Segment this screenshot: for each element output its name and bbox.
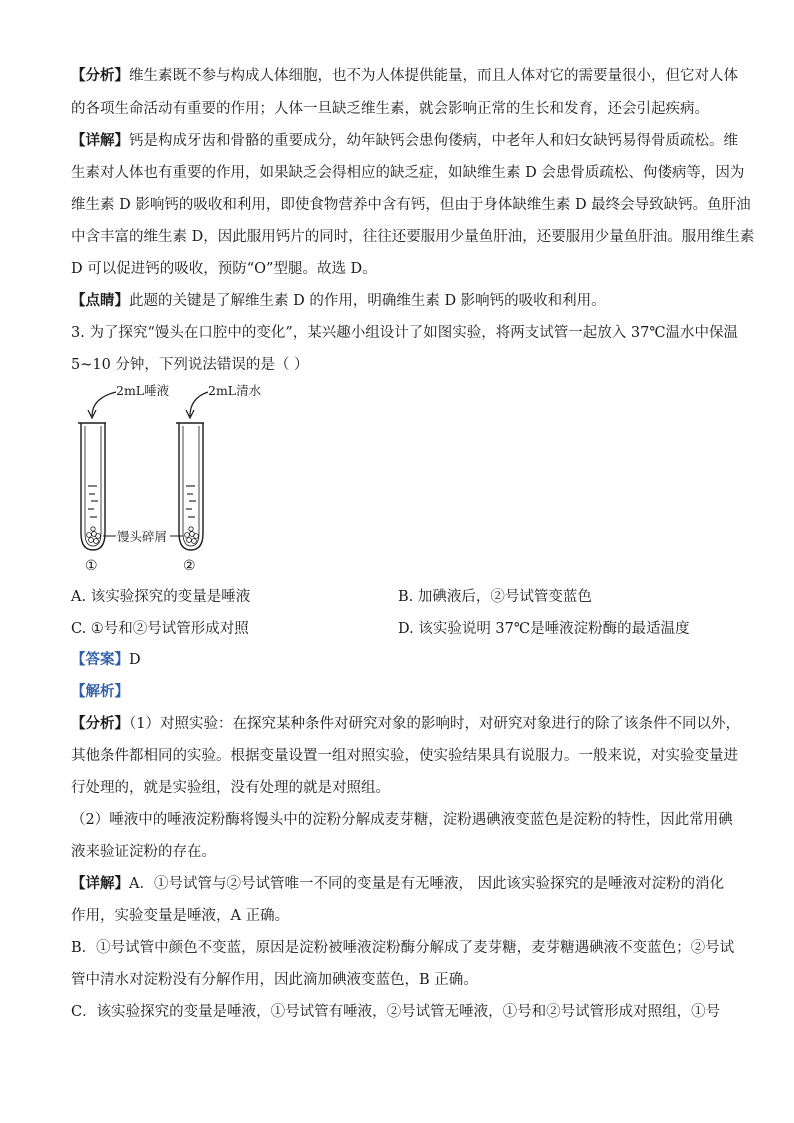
option-c: C. ①号和②号试管形成对照 xyxy=(71,621,249,637)
jiexi-line xyxy=(71,682,731,702)
q3-analysis-line-1 xyxy=(71,714,740,734)
q3-analysis-line-5: 液来验证淀粉的存在。 xyxy=(71,844,216,860)
answer-tag: 【答案】 xyxy=(71,651,129,668)
test-tube-1 xyxy=(78,423,106,550)
q2-point-line xyxy=(71,291,731,311)
q3-analysis-line-4: （2）唾液中的唾液淀粉酶将馒头中的淀粉分解成麦芽糖，淀粉遇碘液变蓝色是淀粉的特性，因此常用碘 xyxy=(71,812,733,828)
q3-detail-line-2: 作用，实验变量是唾液，A 正确。 xyxy=(71,908,290,924)
point-text: 此题的关键是了解维生素 D 的作用，明确维生素 D 影响钙的吸收和利用。 xyxy=(129,293,606,309)
tube-1-number: ① xyxy=(85,558,98,574)
analysis-text: （1）对照实验：在探究某种条件对研究对象的影响时，对研究对象进行的除了该条件不同以外， xyxy=(129,716,740,732)
test-tube-2 xyxy=(176,423,204,550)
q3-stem-line-2: 5~10 分钟，下列说法错误的是（ ） xyxy=(71,357,309,373)
option-b: B. 加碘液后，②号试管变蓝色 xyxy=(398,589,592,605)
detail-text: A．①号试管与②号试管唯一不同的变量是有无唾液， 因此该实验探究的是唾液对淀粉的消化 xyxy=(129,876,725,892)
answer-value: D xyxy=(129,652,141,668)
detail-text: 钙是构成牙齿和骨骼的重要成分，幼年缺钙会患佝偻病，中老年人和妇女缺钙易得骨质疏松。维 xyxy=(129,133,738,149)
option-d: D. 该实验说明 37℃是唾液淀粉酶的最适温度 xyxy=(398,621,690,637)
analysis-tag: 【分析】 xyxy=(71,715,129,732)
jiexi-tag: 【解析】 xyxy=(71,683,129,700)
q2-detail-line-1 xyxy=(71,131,738,151)
analysis-text: 维生素既不参与构成人体细胞，也不为人体提供能量，而且人体对它的需要量很小，但它对人体 xyxy=(129,68,738,84)
q2-analysis-line-1 xyxy=(71,66,738,86)
analysis-tag: 【分析】 xyxy=(71,67,129,84)
point-tag: 【点睛】 xyxy=(71,292,129,309)
label-saliva: 2mL唾液 xyxy=(116,383,170,398)
q3-stem-line-1: 3. 为了探究“馒头在口腔中的变化”，某兴趣小组设计了如图实验，将两支试管一起放入 37℃温水中保温 xyxy=(71,325,739,341)
q3-detail-line-5: C．该实验探究的变量是唾液，①号试管有唾液，②号试管无唾液，①号和②号试管形成对照组，①号 xyxy=(71,1004,721,1020)
label-water: 2mL清水 xyxy=(208,383,262,398)
q3-detail-line-3: B．①号试管中颜色不变蓝，原因是淀粉被唾液淀粉酶分解成了麦芽糖，麦芽糖遇碘液不变蓝色；②号试 xyxy=(71,940,735,956)
arrow-saliva xyxy=(92,392,116,416)
tube-2-number: ② xyxy=(183,558,196,574)
q2-detail-line-2: 生素对人体也有重要的作用，如果缺乏会得相应的缺乏症，如缺维生素 D 会患骨质疏松、佝偻病等，因为 xyxy=(71,165,745,181)
label-crumbs: 馒头碎屑 xyxy=(117,529,168,544)
q3-analysis-line-3: 行处理的，就是实验组，没有处理的就是对照组。 xyxy=(71,780,390,796)
q3-detail-line-4: 管中清水对淀粉没有分解作用，因此滴加碘液变蓝色，B 正确。 xyxy=(71,972,478,988)
q2-detail-line-3: 维生素 D 影响钙的吸收和利用，即使食物营养中含有钙，但由于身体缺维生素 D 最终会导致缺钙。鱼肝油 xyxy=(71,197,751,213)
detail-tag: 【详解】 xyxy=(71,132,129,149)
option-a: A. 该实验探究的变量是唾液 xyxy=(71,589,251,605)
q3-analysis-line-2: 其他条件都相同的实验。根据变量设置一组对照实验，使实验结果具有说服力。一般来说，对实验变量进 xyxy=(71,748,738,764)
q2-detail-line-4: 中含丰富的维生素 D，因此服用钙片的同时，往往还要服用少量鱼肝油，还要服用少量鱼肝油。服用维生素 xyxy=(71,229,755,245)
answer-line xyxy=(71,650,731,670)
detail-tag: 【详解】 xyxy=(71,875,129,892)
test-tube-figure xyxy=(70,378,310,578)
q2-analysis-line-2: 的各项生命活动有重要的作用；人体一旦缺乏维生素，就会影响正常的生长和发育，还会引起疾病。 xyxy=(71,101,709,117)
q2-detail-line-5: D 可以促进钙的吸收，预防“O”型腿。故选 D。 xyxy=(71,261,377,277)
q3-detail-line-1 xyxy=(71,874,731,894)
